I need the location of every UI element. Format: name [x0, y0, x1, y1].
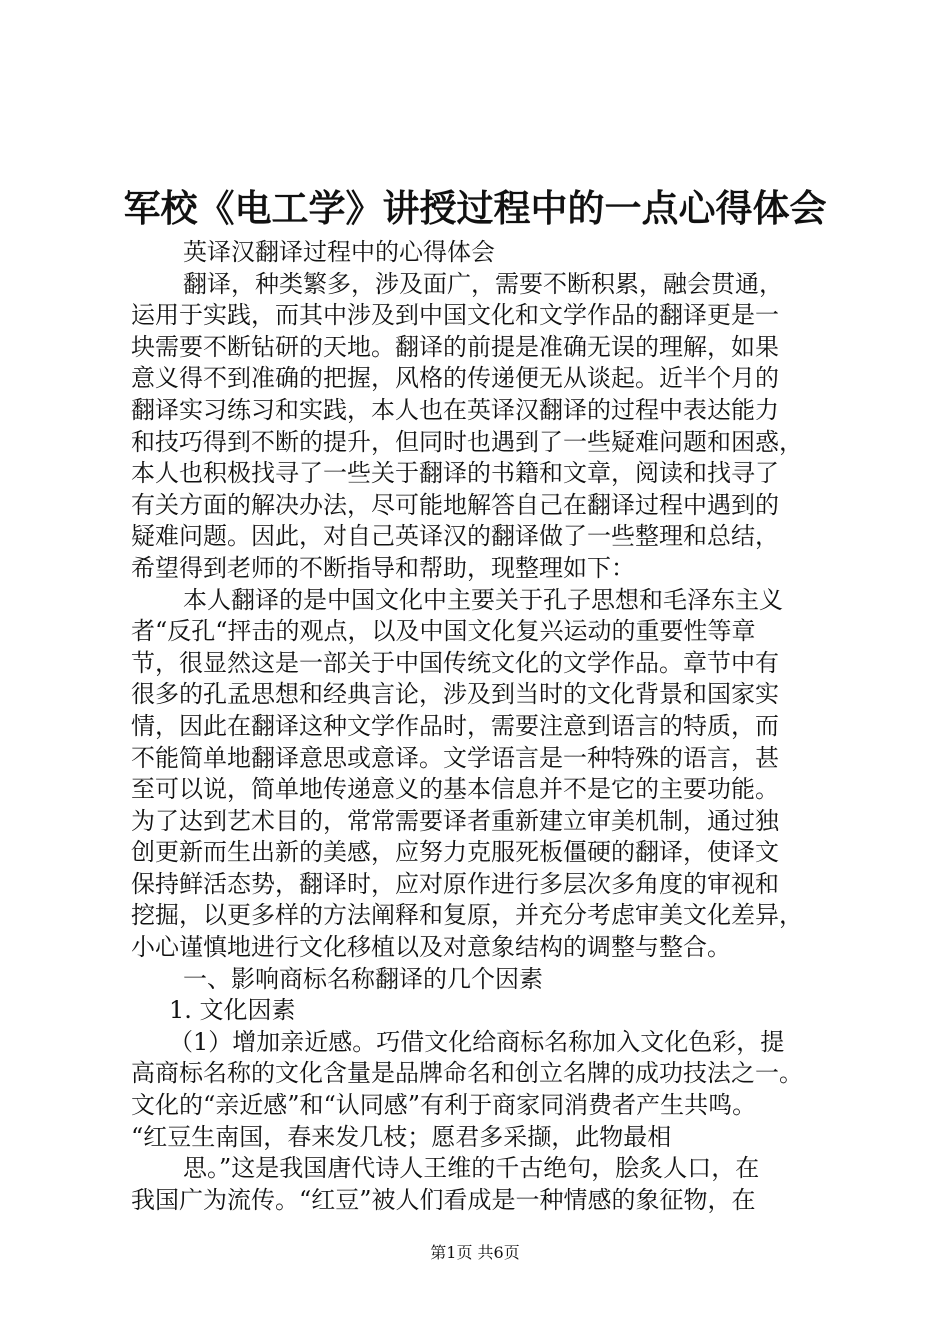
- body-line: 很多的孔孟思想和经典言论，涉及到当时的文化背景和国家实: [131, 680, 779, 709]
- page-footer: 第1页 共6页: [430, 1243, 520, 1262]
- body-line: 翻译，种类繁多，涉及面广，需要不断积累，融会贯通，: [183, 269, 783, 298]
- body-line: 思。”这是我国唐代诗人王维的千古绝句，脍炙人口，在: [183, 1154, 760, 1183]
- body-line: 为了达到艺术目的，常常需要译者重新建立审美机制，通过独: [131, 806, 779, 835]
- body-line: 希望得到老师的不断指导和帮助，现整理如下：: [131, 553, 635, 582]
- body-line: 运用于实践，而其中涉及到中国文化和文学作品的翻译更是一: [131, 301, 779, 330]
- subsection-heading: 1. 文化因素: [169, 996, 296, 1025]
- body-line: “红豆生南国，春来发几枝；愿君多采撷，此物最相: [131, 1122, 672, 1151]
- body-line: 和技巧得到不断的提升，但同时也遇到了一些疑难问题和困惑，: [131, 427, 803, 456]
- document-body: [131, 237, 831, 1216]
- body-line: 文化的“亲近感”和“认同感”有利于商家同消费者产生共鸣。: [131, 1091, 757, 1120]
- body-line: 英译汉翻译过程中的心得体会: [183, 238, 495, 266]
- body-line: 本人翻译的是中国文化中主要关于孔子思想和毛泽东主义: [183, 585, 783, 614]
- body-line: 情，因此在翻译这种文学作品时，需要注意到语言的特质，而: [131, 711, 779, 740]
- body-line: 疑难问题。因此，对自己英译汉的翻译做了一些整理和总结，: [131, 522, 779, 551]
- body-line: 挖掘，以更多样的方法阐释和复原，并充分考虑审美文化差异，: [131, 901, 803, 930]
- body-line: 节，很显然这是一部关于中国传统文化的文学作品。章节中有: [131, 648, 779, 677]
- body-line: 翻译实习练习和实践，本人也在英译汉翻译的过程中表达能力: [131, 395, 779, 424]
- body-line: 保持鲜活态势，翻译时，应对原作进行多层次多角度的审视和: [131, 869, 779, 898]
- body-line: 块需要不断钻研的天地。翻译的前提是准确无误的理解，如果: [131, 332, 779, 361]
- body-line: 本人也积极找寻了一些关于翻译的书籍和文章，阅读和找寻了: [131, 459, 779, 488]
- section-heading: 一、影响商标名称翻译的几个因素: [183, 964, 543, 993]
- body-line: 我国广为流传。“红豆”被人们看成是一种情感的象征物，在: [131, 1185, 756, 1214]
- body-line: （1）增加亲近感。巧借文化给商标名称加入文化色彩，提: [169, 1027, 785, 1056]
- body-line: 不能简单地翻译意思或意译。文学语言是一种特殊的语言，甚: [131, 743, 779, 772]
- body-line: 有关方面的解决办法，尽可能地解答自己在翻译过程中遇到的: [131, 490, 779, 519]
- body-line: 小心谨慎地进行文化移植以及对意象结构的调整与整合。: [131, 933, 731, 962]
- body-line: 至可以说，简单地传递意义的基本信息并不是它的主要功能。: [131, 775, 779, 804]
- body-line: 者“反孔“抨击的观点，以及中国文化复兴运动的重要性等章: [131, 617, 756, 646]
- document-title: 军校《电工学》讲授过程中的一点心得体会: [123, 187, 827, 230]
- body-line: 创更新而生出新的美感，应努力克服死板僵硬的翻译，使译文: [131, 838, 779, 867]
- body-line: 高商标名称的文化含量是品牌命名和创立名牌的成功技法之一。: [131, 1059, 803, 1088]
- body-line: 意义得不到准确的把握，风格的传递便无从谈起。近半个月的: [131, 364, 779, 393]
